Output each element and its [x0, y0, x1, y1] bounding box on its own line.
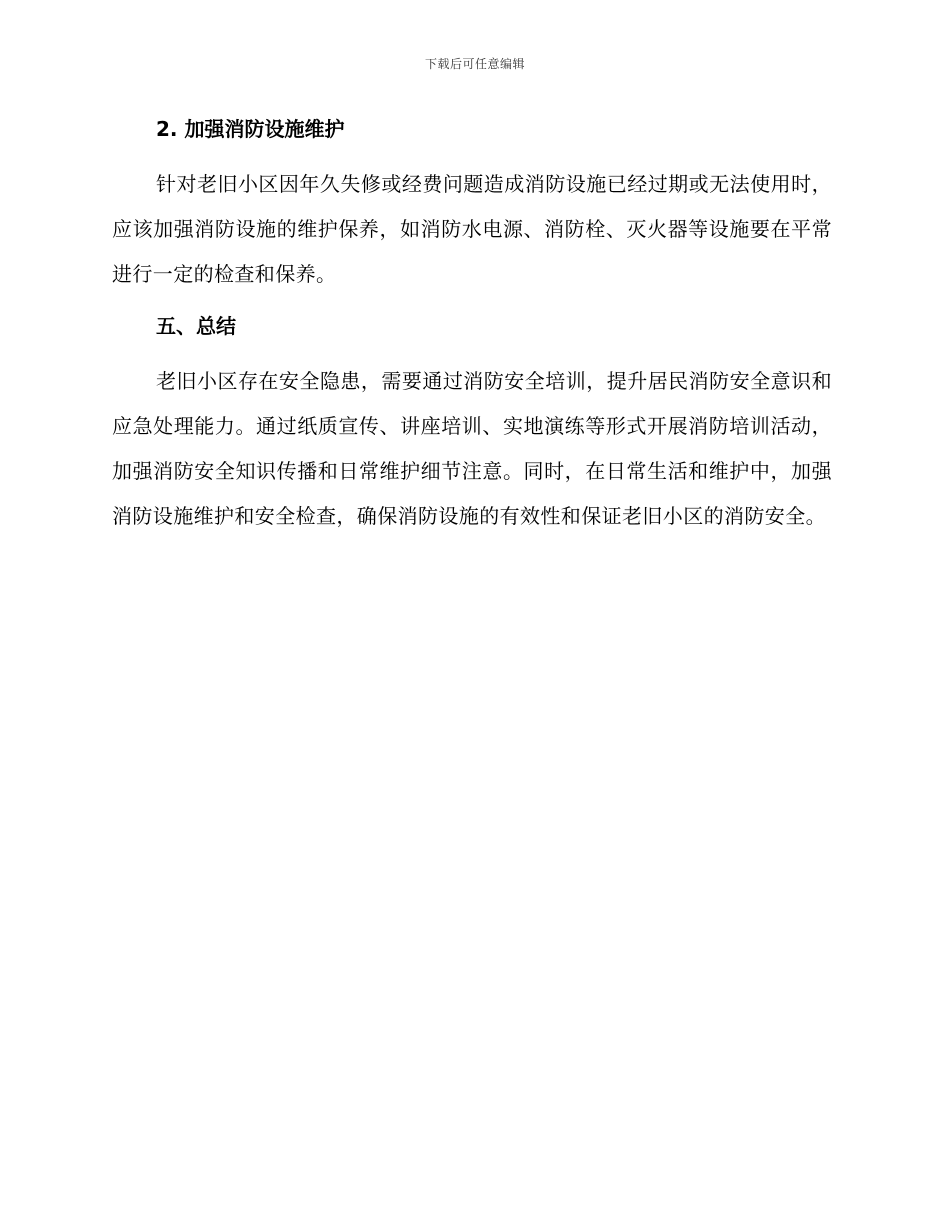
header-note: 下载后可任意编辑: [424, 57, 525, 71]
section-paragraph-facility-maintenance: 针对老旧小区因年久失修或经费问题造成消防设施已经过期或无法使用时，应该加强消防设施的维护保养，如消防水电源、消防栓、灭火器等设施要在平常进行一定的检查和保养。: [112, 172, 832, 286]
section-heading-facility-maintenance: 2. 加强消防设施维护: [156, 117, 345, 141]
section-heading-summary: 五、总结: [156, 314, 236, 338]
document-body: [112, 112, 832, 551]
section-paragraph-summary: 老旧小区存在安全隐患，需要通过消防安全培训，提升居民消防安全意识和应急处理能力。通过纸质宣传、讲座培训、实地演练等形式开展消防培训活动，加强消防安全知识传播和日常维护细节注意。同时，在日常生活和维护中，加强消防设施维护和安全检查，确保消防设施的有效性和保证老旧小区的消防安全。: [112, 369, 832, 528]
